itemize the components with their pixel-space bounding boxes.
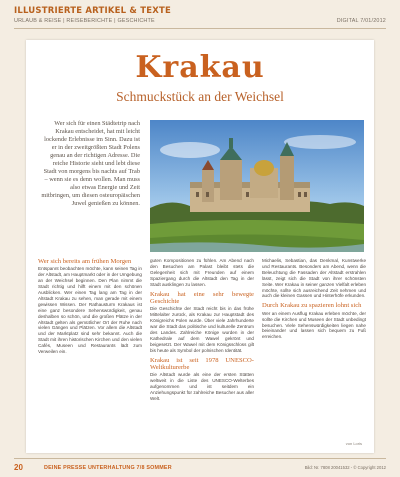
author-credit: von Loris [345,441,362,446]
article-column-1 [38,258,142,448]
article-card [26,40,374,453]
column-3-heading-1: Durch Krakau zu spazieren lohnt sich [262,302,362,310]
copyright-note: Bild: Nr. 7808 20041532 - © Copyright 2012 [304,465,386,470]
column-2-heading-2: Krakau ist seit 1978 UNESCO-Weltkulturerbe [150,356,254,371]
column-3-text-1: Michaelis, Sebastian, das Denkmal, Kunstwerke und Restaurants. Besonders am Abend, wenn die Beleuchtung die Fassaden der Altstadt erstrahlen lässt, zeigt sich die Stadt von ihrer schönsten Seite. Wer Krakau in seiner ganzen Vielfalt erleben möchte, sollte sich ausreichend Zeit nehmen und auch die kleinen Gassen und Hinterhöfe erkunden. [262,258,366,299]
header-categories: URLAUB & REISE | REISEBERICHTE | GESCHICHTE [14,18,155,24]
footer-divider [14,458,386,459]
column-3-text-2: Wer an einem Ausflug Krakau erleben möchte, der sollte die Kirchen und Museen der Stadt unbedingt besuchen. Viele Sehenswürdigkeiten liegen nahe beieinander und lassen sich bequem zu Fuß erreichen. [262,310,366,340]
header-date: DIGITAL 7/01/2012 [336,18,386,24]
article-photo [150,120,364,252]
article-column-3 [262,258,366,448]
column-2-heading-1: Krakau hat eine sehr bewegte Geschichte [150,290,254,305]
article-subtitle: Schmuckstück an der Weichsel [116,89,284,104]
article-title: Krakau [135,50,265,85]
page-header [14,4,386,30]
column-2-text-1: guten Kompositionen zu fühlen. Am Abend nach den Besuchen am Palast bleibt stets die Gelegenheit sich mit Freunden auf einem Spaziergang durch die Altstadt den Tag in der Stadt ausklingen zu lassen. [150,258,254,287]
publication-name: DEINE PRESSE UNTERHALTUNG 7/8 SOMMER [44,465,172,471]
article-column-2 [150,258,254,448]
column-2-text-2: Die Geschichte der Stadt reicht bis in das frühe Mittelalter zurück, als Krakau zur Hauptstadt des Königreichs Polen wurde. Über viele Jahrhunderte war die Stadt das politische und kulturelle Zentrum des Landes. Zahlreiche Könige wurden in der Kathedrale auf dem Wawel gekrönt und beigesetzt. Der Wawel mit dem Königsschloss gilt bis heute als Symbol der polnischen Identität. [150,306,254,353]
page-number: 20 [14,463,23,472]
article-columns [38,258,366,448]
column-1-heading: Wer sich bereits am frühen Morgen [38,258,132,265]
article-intro: Wer sich für einen Städtetrip nach Krakau entscheidet, hat mit leicht lockende Erlebnisse im Sinn. Dazu ist er in der zweitgrößten Stadt Polens genau an der richtigen Adresse. Die reiche Historie sieht und lebt diese Stadt von morgens bis nachts auf Trab – wenn sie es denn wollen. Man muss also etwas Energie und Zeit mitbringen, um diesen osteuropäischen Juwel genießen zu können. [41,120,140,207]
wawel-castle-photo [150,120,364,252]
header-title: ILLUSTRIERTE ARTIKEL & TEXTE [14,6,171,16]
column-2-text-3: Die Altstadt wurde als eine der ersten Stätten weltweit in die Liste des UNESCO-Welterbes aufgenommen und ist seitdem ein Anziehungspunkt für zahlreiche Besucher aus aller Welt. [150,372,254,402]
header-divider [14,28,386,29]
column-1-text: Entspannt beobachten möchte, kann seinen Tag in der Altstadt, am Hauptmarkt oder in der Umgebung an der Weichsel beginnen. Den Plan nimmt die Stadt richtig und hilft einem mit den schönen Ausblicken. Wer einen Tag lang am Tag in der Altstadt Krakau zu sehen, man gerade mit einem gewissen Wissen. Der Rathausturm Krakaus ist eine ganz besondere Sehenswürdigkeit, genau deshalben so schön, und die großen Plätze in der Altstadt gelten als gemütlicher Ort der Ruhe nach vielen Gängen und Plätzen. Vor allem die Altstadt und der Marktplatz sind sehr bekannt. Auch die Stadt mit ihren historischen Kirchen und den vielen Cafés, Museen und Restaurants lädt zum Verweilen ein. [38,266,142,355]
